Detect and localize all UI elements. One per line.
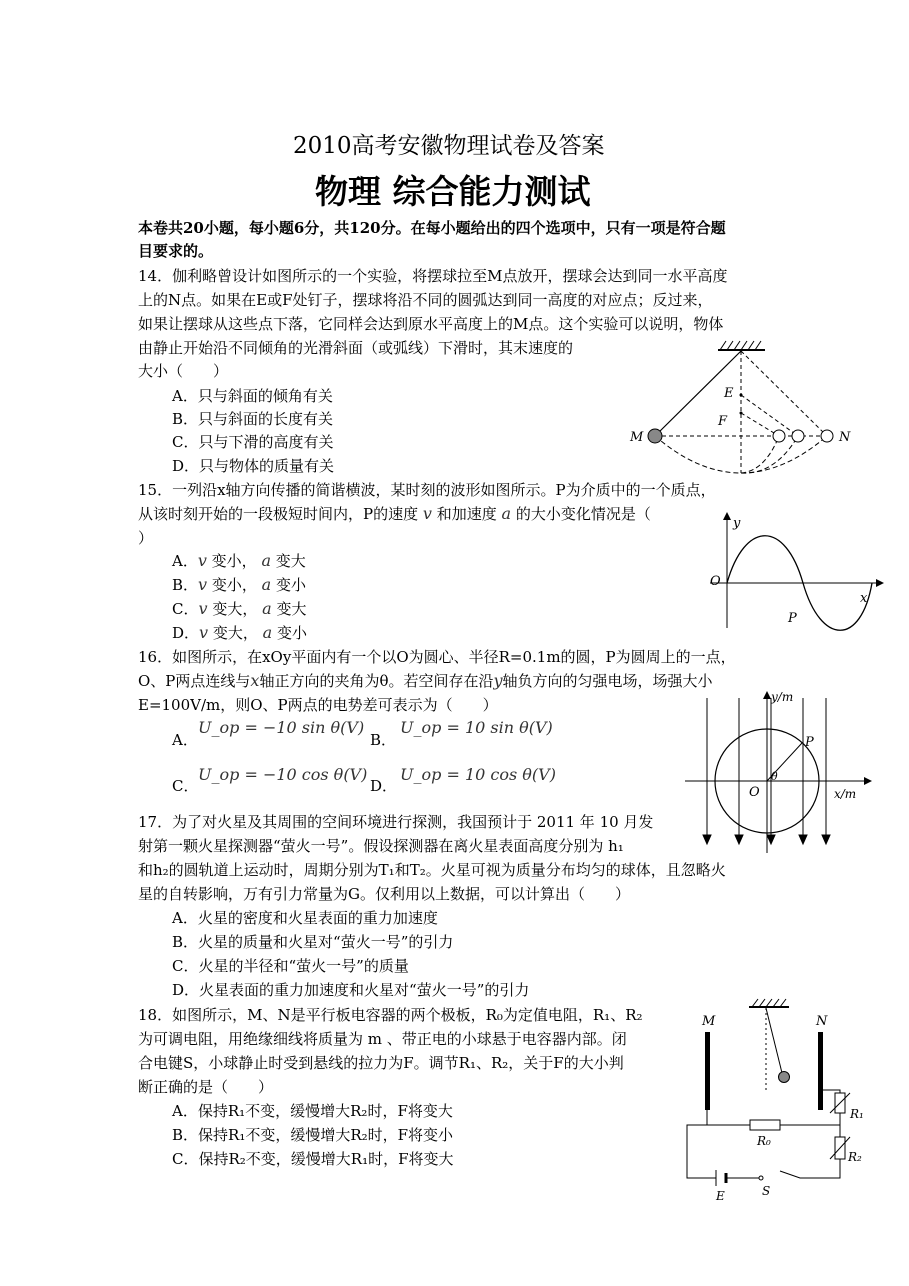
ball-m: [648, 429, 662, 443]
q15-line3: ）: [138, 529, 154, 547]
label-n: N: [839, 430, 851, 445]
q16-formula-d: U_op = 10 cos θ(V): [400, 765, 556, 784]
resistor-r0: [750, 1120, 780, 1130]
q15-option-a: A．v 变小， a 变大: [172, 551, 306, 570]
q17-line1: 17．为了对火星及其周围的空间环境进行探测，我国预计于 2011 年 10 月发: [138, 813, 654, 831]
q15-option-c: C．v 变大， a 变大: [172, 599, 307, 618]
label-s: S: [762, 1184, 771, 1198]
q14-option-d: D．只与物体的质量有关: [172, 457, 335, 475]
q18-option-c: C．保持R₂不变，缓慢增大R₁时，F将变大: [172, 1150, 454, 1168]
q14-line3: 如果让摆球从这些点下落，它同样会达到原水平高度上的M点。这个实验可以说明，物体: [138, 315, 724, 333]
y-axis-arrow: [763, 691, 771, 699]
q16-field-figure: [680, 688, 880, 856]
q17-option-d: D．火星表面的重力加速度和火星对“萤火一号”的引力: [172, 981, 530, 999]
label-r1: R₁: [850, 1107, 864, 1121]
q14-line2: 上的N点。如果在E或F处钉子，摆球将沿不同的圆弧达到同一高度的对应点；反过来，: [138, 291, 713, 309]
q16-line1: 16．如图所示，在xOy平面内有一个以O为圆心、半径R=0.1m的圆，P为圆周上的一点，: [138, 648, 736, 666]
e-string: [741, 395, 798, 436]
q16-formula-c: U_op = −10 cos θ(V): [198, 765, 368, 784]
label-x: x: [860, 591, 868, 606]
label-m: M: [630, 430, 644, 445]
q16-option-d: D．: [370, 777, 398, 795]
string-n-dashed: [741, 351, 827, 436]
q18-option-b: B．保持R₁不变，缓慢增大R₂时，F将变小: [172, 1126, 454, 1144]
q15-option-b: B．v 变小， a 变小: [172, 575, 306, 594]
peg-e: [740, 394, 743, 397]
q15-line2: 从该时刻开始的一段极短时间内，P的速度 v 和加速度 a 的大小变化情况是（: [138, 504, 651, 523]
y-axis-arrow: [723, 512, 731, 520]
label-r0: R₀: [757, 1134, 771, 1148]
label-n: N: [816, 1014, 828, 1029]
label-r2: R₂: [848, 1150, 862, 1164]
q14-pendulum-figure: [615, 335, 865, 485]
ball-pos1: [773, 430, 785, 442]
ball-pos2: [792, 430, 804, 442]
q17-line2: 射第一颗火星探测器“萤火一号”。假设探测器在离火星表面高度分别为 h₁: [138, 837, 624, 855]
charged-ball: [779, 1072, 790, 1083]
q17-option-c: C．火星的半径和“萤火一号”的质量: [172, 957, 409, 975]
ceiling-support: [718, 341, 765, 350]
label-y: y/m: [771, 690, 794, 704]
q15-option-d: D．v 变大， a 变小: [172, 623, 307, 642]
label-y: y: [733, 516, 741, 531]
x-axis-arrow: [876, 579, 884, 587]
label-o: O: [710, 574, 721, 589]
instructions-line2: 目要求的。: [138, 242, 214, 260]
q14-line1: 14．伽利略曾设计如图所示的一个实验，将摆球拉至M点放开，摆球会达到同一水平高度: [138, 267, 728, 285]
q14-option-b: B．只与斜面的长度有关: [172, 410, 334, 428]
q16-option-b: B．: [370, 731, 397, 749]
q16-option-a: A．: [172, 731, 198, 749]
document-title: 2010高考安徽物理试卷及答案: [293, 133, 605, 159]
q16-option-c: C．: [172, 777, 199, 795]
q14-option-c: C．只与下滑的高度有关: [172, 433, 334, 451]
q16-line2: O、P两点连线与x轴正方向的夹角为θ。若空间存在沿y轴负方向的匀强电场，场强大小: [138, 671, 713, 690]
instructions-line1: 本卷共20小题，每小题6分，共120分。在每小题给出的四个选项中，只有一项是符合题: [138, 219, 726, 237]
peg-f: [740, 412, 743, 415]
q16-line3: E=100V/m，则O、P两点的电势差可表示为（ ）: [138, 696, 498, 714]
ceiling-support: [749, 999, 789, 1007]
label-e: E: [716, 1189, 725, 1203]
q14-line5: 大小（ ）: [138, 362, 229, 380]
ball-n: [821, 430, 833, 442]
label-theta: θ: [771, 770, 778, 783]
x-axis-arrow: [864, 777, 872, 785]
label-m: M: [702, 1014, 716, 1029]
label-x: x/m: [834, 787, 857, 801]
suspension-thread: [766, 1008, 783, 1077]
label-f: F: [718, 414, 728, 429]
q14-line4: 由静止开始沿不同倾角的光滑斜面（或弧线）下滑时，其末速度的: [138, 339, 574, 357]
q15-line1: 15．一列沿x轴方向传播的简谐横波，某时刻的波形如图所示。P为介质中的一个质点，: [138, 481, 716, 499]
q16-formula-b: U_op = 10 sin θ(V): [400, 718, 553, 737]
label-p: P: [788, 611, 797, 626]
q18-circuit-figure: [680, 995, 880, 1205]
switch-contact: [759, 1176, 763, 1180]
q17-line4: 星的自转影响，万有引力常量为G。仅利用以上数据，可以计算出（ ）: [138, 885, 630, 903]
q18-line4: 断正确的是（ ）: [138, 1078, 274, 1096]
section-title: 物理 综合能力测试: [315, 172, 591, 211]
q17-option-b: B．火星的质量和火星对“萤火一号”的引力: [172, 933, 454, 951]
q16-formula-a: U_op = −10 sin θ(V): [198, 718, 365, 737]
q17-line3: 和h₂的圆轨道上运动时，周期分别为T₁和T₂。火星可视为质量分布均匀的球体，且忽略火: [138, 861, 726, 879]
q17-option-a: A．火星的密度和火星表面的重力加速度: [172, 909, 438, 927]
label-p: P: [805, 735, 814, 750]
f-string: [741, 413, 779, 436]
q18-line1: 18．如图所示，M、N是平行板电容器的两个极板，R₀为定值电阻，R₁、R₂: [138, 1006, 643, 1024]
q18-line3: 合电键S，小球静止时受到悬线的拉力为F。调节R₁、R₂，关于F的大小判: [138, 1054, 624, 1072]
q18-option-a: A．保持R₁不变，缓慢增大R₂时，F将变大: [172, 1102, 453, 1120]
q18-line2: 为可调电阻，用绝缘细线将质量为 m 、带正电的小球悬于电容器内部。闭: [138, 1030, 627, 1048]
label-o: O: [749, 785, 760, 800]
q15-wave-figure: [700, 510, 890, 635]
plate-m: [705, 1032, 710, 1110]
label-e: E: [724, 386, 734, 401]
q14-option-a: A．只与斜面的倾角有关: [172, 387, 333, 405]
